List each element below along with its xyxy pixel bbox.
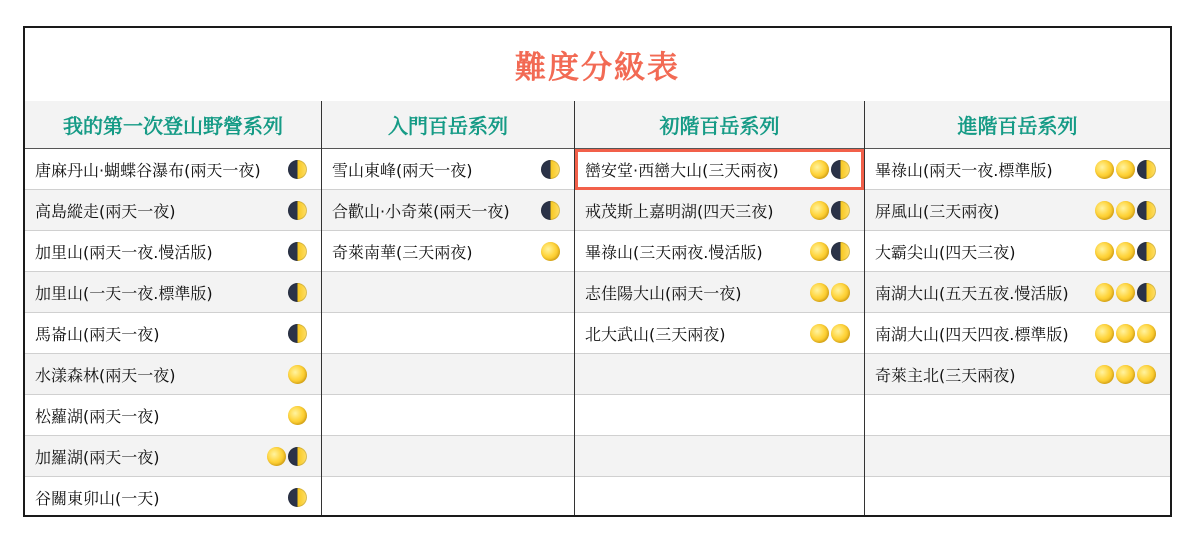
table-row (575, 477, 864, 518)
table-row (322, 272, 574, 313)
full-moon-icon (541, 242, 560, 261)
half-moon-icon (288, 488, 307, 507)
full-moon-icon (1116, 242, 1135, 261)
table-row (575, 395, 864, 436)
trip-label: 谷關東卯山(一天) (35, 489, 160, 508)
difficulty-rating (288, 242, 307, 261)
full-moon-icon (1137, 324, 1156, 343)
full-moon-icon (1116, 365, 1135, 384)
full-moon-icon (810, 283, 829, 302)
difficulty-rating (810, 324, 850, 343)
table-row (25, 313, 321, 354)
trip-label: 雪山東峰(兩天一夜) (332, 160, 473, 180)
full-moon-icon (1116, 283, 1135, 302)
half-moon-icon (831, 201, 850, 220)
difficulty-rating (288, 283, 307, 302)
full-moon-icon (1095, 160, 1114, 179)
trip-label: 屏風山(三天兩夜) (875, 201, 1000, 221)
table-row (25, 272, 321, 313)
half-moon-icon (1137, 242, 1156, 261)
trip-label: 志佳陽大山(兩天一夜) (585, 283, 742, 303)
difficulty-rating (541, 160, 560, 179)
half-moon-icon (831, 242, 850, 261)
series-column (322, 101, 575, 515)
trip-label: 畢祿山(三天兩夜.慢活版) (585, 242, 763, 262)
trip-label: 水漾森林(兩天一夜) (35, 365, 176, 385)
table-row (322, 395, 574, 436)
trip-label: 加里山(兩天一夜.慢活版) (35, 242, 213, 262)
table-row (25, 354, 321, 395)
full-moon-icon (810, 242, 829, 261)
difficulty-rating (541, 201, 560, 220)
trip-label: 加里山(一天一夜.標準版) (35, 283, 213, 303)
series-column (25, 101, 322, 515)
trip-label: 巒安堂·西巒大山(三天兩夜) (585, 160, 779, 180)
full-moon-icon (1116, 160, 1135, 179)
half-moon-icon (288, 160, 307, 179)
table-row (25, 436, 321, 477)
half-moon-icon (1137, 201, 1156, 220)
table-row (575, 190, 864, 231)
trip-label: 南湖大山(四天四夜.標準版) (875, 324, 1069, 344)
trip-label: 北大武山(三天兩夜) (585, 324, 726, 344)
full-moon-icon (267, 447, 286, 466)
full-moon-icon (810, 160, 829, 179)
column-header: 我的第一次登山野營系列 (25, 101, 321, 149)
full-moon-icon (1095, 201, 1114, 220)
trip-label: 合歡山·小奇萊(兩天一夜) (332, 201, 510, 221)
trip-label: 唐麻丹山·蝴蝶谷瀑布(兩天一夜) (35, 160, 261, 180)
table-row (575, 354, 864, 395)
difficulty-rating (1095, 283, 1156, 302)
table-row (865, 395, 1170, 436)
difficulty-rating (1095, 365, 1156, 384)
half-moon-icon (541, 160, 560, 179)
difficulty-rating (810, 242, 850, 261)
trip-label: 加羅湖(兩天一夜) (35, 447, 160, 467)
table-row (575, 436, 864, 477)
full-moon-icon (1095, 242, 1114, 261)
half-moon-icon (831, 160, 850, 179)
table-row (25, 231, 321, 272)
half-moon-icon (1137, 160, 1156, 179)
difficulty-rating (288, 406, 307, 425)
table-row (322, 436, 574, 477)
full-moon-icon (810, 324, 829, 343)
trip-label: 奇萊主北(三天兩夜) (875, 365, 1016, 385)
column-header: 初階百岳系列 (575, 101, 864, 149)
full-moon-icon (1095, 324, 1114, 343)
difficulty-rating (267, 447, 307, 466)
trip-label: 奇萊南華(三天兩夜) (332, 242, 473, 262)
half-moon-icon (288, 201, 307, 220)
table-row (25, 395, 321, 436)
table-row (865, 313, 1170, 354)
trip-label: 南湖大山(五天五夜.慢活版) (875, 283, 1069, 303)
difficulty-rating (1095, 242, 1156, 261)
difficulty-rating (1095, 324, 1156, 343)
trip-label: 高島縱走(兩天一夜) (35, 201, 176, 221)
column-header: 入門百岳系列 (322, 101, 574, 149)
table-row (865, 231, 1170, 272)
difficulty-rating (1095, 160, 1156, 179)
table-title: 難度分級表 (25, 28, 1170, 102)
difficulty-rating (288, 201, 307, 220)
table-row (865, 190, 1170, 231)
table-row (322, 313, 574, 354)
full-moon-icon (1116, 324, 1135, 343)
half-moon-icon (288, 447, 307, 466)
full-moon-icon (1095, 283, 1114, 302)
trip-label: 松蘿湖(兩天一夜) (35, 406, 160, 426)
half-moon-icon (541, 201, 560, 220)
half-moon-icon (1137, 283, 1156, 302)
trip-label: 戒茂斯上嘉明湖(四天三夜) (585, 201, 774, 221)
table-row (322, 149, 574, 190)
difficulty-rating (810, 160, 850, 179)
table-row (322, 477, 574, 518)
difficulty-rating (288, 324, 307, 343)
full-moon-icon (810, 201, 829, 220)
full-moon-icon (1116, 201, 1135, 220)
table-row (865, 149, 1170, 190)
difficulty-rating (1095, 201, 1156, 220)
table-row (25, 149, 321, 190)
difficulty-rating (288, 160, 307, 179)
table-row (25, 190, 321, 231)
trip-label: 畢祿山(兩天一夜.標準版) (875, 160, 1053, 180)
table-row (865, 477, 1170, 518)
full-moon-icon (288, 406, 307, 425)
difficulty-rating (541, 242, 560, 261)
series-column (865, 101, 1170, 515)
half-moon-icon (288, 283, 307, 302)
full-moon-icon (831, 283, 850, 302)
half-moon-icon (288, 242, 307, 261)
full-moon-icon (1137, 365, 1156, 384)
full-moon-icon (288, 365, 307, 384)
difficulty-table (23, 26, 1172, 517)
column-header: 進階百岳系列 (865, 101, 1170, 149)
table-row (322, 231, 574, 272)
trip-label: 大霸尖山(四天三夜) (875, 242, 1016, 262)
difficulty-rating (288, 365, 307, 384)
difficulty-rating (288, 488, 307, 507)
table-row (575, 149, 864, 190)
table-row (865, 354, 1170, 395)
table-row (25, 477, 321, 518)
series-column (575, 101, 865, 515)
trip-label: 馬崙山(兩天一夜) (35, 324, 160, 344)
full-moon-icon (1095, 365, 1114, 384)
difficulty-rating (810, 283, 850, 302)
table-row (575, 313, 864, 354)
table-row (865, 272, 1170, 313)
table-row (575, 231, 864, 272)
table-row (865, 436, 1170, 477)
difficulty-rating (810, 201, 850, 220)
table-row (322, 354, 574, 395)
full-moon-icon (831, 324, 850, 343)
half-moon-icon (288, 324, 307, 343)
table-row (575, 272, 864, 313)
table-row (322, 190, 574, 231)
